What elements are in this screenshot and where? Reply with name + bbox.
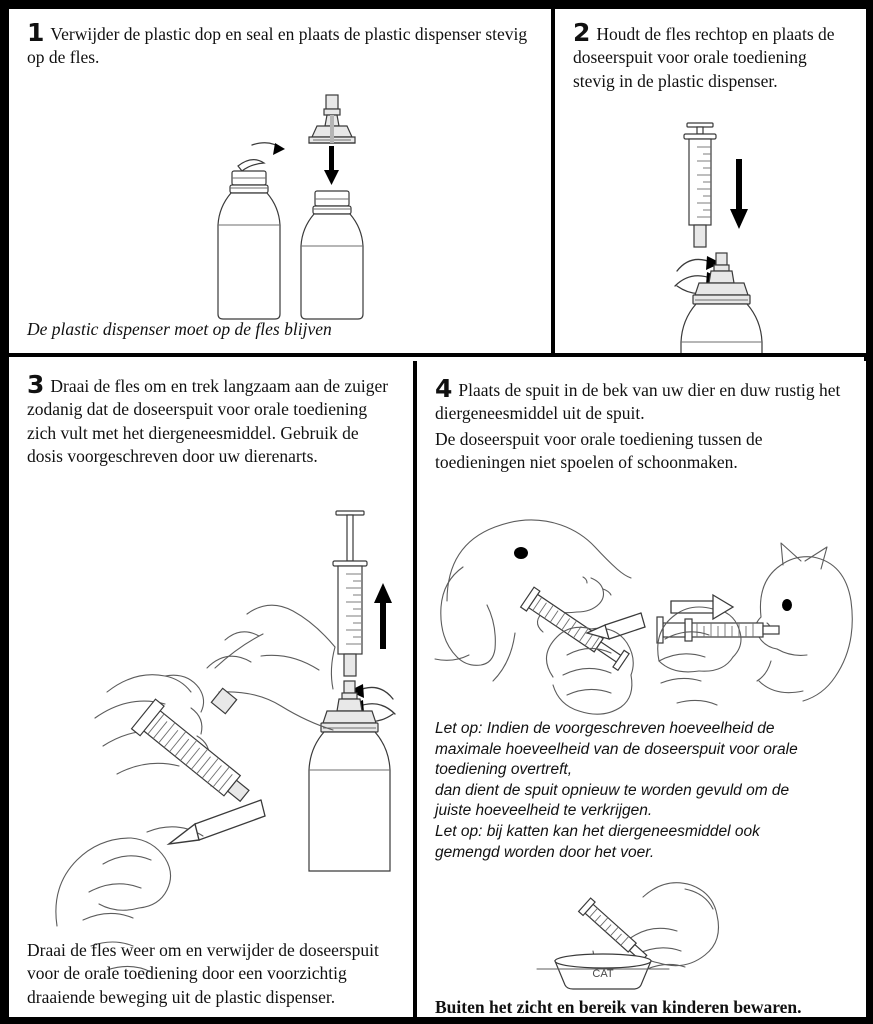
panel-2-text-block (555, 9, 866, 93)
push-arrow-icon (587, 613, 645, 639)
step-2-body: Houdt de fles rechtop en plaats de doseerspuit voor orale toediening stevig in de plastic dispenser. (573, 24, 835, 91)
cat-eye-icon (782, 599, 792, 611)
step-4-number: 4 (435, 374, 453, 403)
note-line-3: toediening overtreft, (435, 761, 573, 779)
figure-cat-bowl-step-4 (535, 879, 725, 989)
syringe-in-dog-mouth-icon (521, 587, 631, 672)
figure-bottles-step-1 (205, 95, 395, 323)
syringe-icon (684, 123, 716, 247)
panel-step-2 (555, 9, 866, 357)
note-line-6: Let op: bij katten kan het diergeneesmiddel ook (435, 823, 760, 841)
step-2-number: 2 (573, 18, 591, 47)
dispenser-cap-icon (309, 95, 355, 143)
cat-head-icon (755, 543, 852, 701)
syringe-in-hand-icon (132, 688, 257, 810)
figure-dog-step-4 (435, 509, 655, 709)
note-line-4: dan dient de spuit opnieuw te worden gevuld om de (435, 781, 790, 799)
step-2-text (573, 18, 850, 93)
syringe-bottle-svg (659, 123, 809, 357)
panel-step-3 (9, 361, 417, 1017)
figure-hands-step-3 (47, 596, 337, 976)
bottle-with-seal-removal (218, 143, 285, 319)
step-1-number: 1 (27, 18, 45, 47)
dog-nostril-icon (583, 577, 587, 583)
bowl-icon (537, 954, 669, 989)
bottle-open-neck (301, 191, 363, 319)
dispenser-on-bottle (693, 253, 750, 304)
syringe-icon (333, 511, 367, 676)
cat-bowl-svg (535, 879, 725, 989)
step-3-text (27, 370, 397, 469)
panel-3-bottom-text: Draai de fles weer om en verwijder de doseerspuit voor de orale toediening door een voorzichtig draaiende beweging uit de plastic dispenser. (27, 940, 379, 1007)
panel-step-4 (417, 361, 866, 1017)
step-3-body: Draai de fles om en trek langzaam aan de zuiger zodanig dat de doseerspuit voor orale toediening zich vult met het diergeneesmiddel. Gebruik de dosis voorgeschreven door uw dierenarts. (27, 376, 389, 467)
step-4-body-1: Plaats de spuit in de bek van uw dier en duw rustig het diergeneesmiddel uit de spuit. (435, 380, 841, 424)
note-line-5: juiste hoeveelheid te verkrijgen. (435, 802, 653, 820)
step-4-text-line-1 (435, 374, 850, 426)
bottles-svg (205, 95, 395, 323)
figure-cat-step-4 (655, 543, 855, 723)
panel-1-caption: De plastic dispenser moet op de fles blijven (27, 319, 332, 339)
panel-3-bottom-text-wrap (27, 939, 405, 1009)
insert-arrow-down-icon (730, 159, 748, 229)
note-line-1: Let op: Indien de voorgeschreven hoeveelheid de (435, 720, 775, 737)
step-1-text (27, 18, 535, 70)
panel-step-1 (9, 9, 555, 357)
step-4-text-line-2: De doseerspuit voor orale toediening tussen de toedieningen niet spoelen of schoonmaken. (435, 428, 763, 473)
panel-4-text-block (417, 361, 866, 475)
cat-handler-hand-icon (658, 607, 741, 705)
dog-svg (435, 509, 655, 709)
panel-4-note-block (435, 719, 853, 863)
bottle-inverted-icon (215, 605, 335, 730)
step-3-number: 3 (27, 370, 45, 399)
figure-syringe-into-bottle-step-2 (659, 123, 809, 357)
cat-svg (655, 543, 855, 723)
fill-arrow-up-icon (374, 583, 392, 649)
inner-frame (8, 8, 865, 1016)
insert-arrow-down-icon (324, 146, 339, 185)
pull-arrow-icon (169, 800, 265, 844)
hands-svg (47, 596, 337, 976)
panel-1-text-block (9, 9, 551, 70)
upper-hand-icon (95, 632, 259, 786)
note-line-2: maximale hoeveelheid van de doseerspuit voor orale (435, 740, 798, 758)
panel-4-footer: Buiten het zicht en bereik van kinderen bewaren. (435, 997, 802, 1017)
dog-eye-icon (514, 547, 528, 559)
step-1-body: Verwijder de plastic dop en seal en plaats de plastic dispenser stevig op de fles. (27, 24, 528, 68)
bowl-label: CAT (592, 968, 614, 980)
bottle-body (681, 304, 762, 357)
panel-3-text-block (9, 361, 413, 469)
note-line-7: gemengd worden door het voer. (435, 843, 655, 861)
